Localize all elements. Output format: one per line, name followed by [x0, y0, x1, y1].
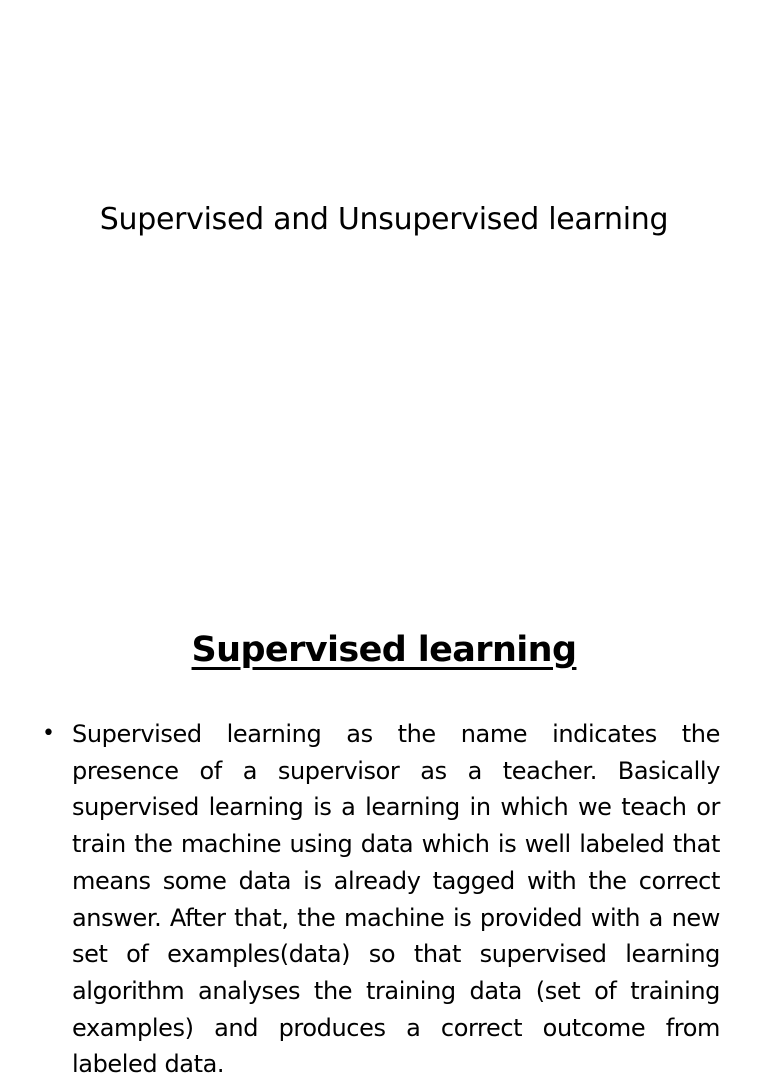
slide-supervised-learning — [0, 576, 768, 1079]
slide-title: Supervised and Unsupervised learning — [99, 202, 669, 237]
slide-heading — [0, 626, 768, 674]
bullet-list — [0, 716, 768, 1083]
bullet-item — [0, 716, 768, 1083]
bullet-dot-icon: • — [42, 721, 55, 746]
slide-heading-text: Supervised learning — [191, 630, 577, 670]
bullet-text: Supervised learning as the name indicates the presence of a supervisor as a teacher. Basically supervised learning is a learning in which we teach or train the machine using data which is well labeled that means some data is already tagged with the correct answer. After that, the machine is provided with a new set of examples(data) so that supervised learning algorithm analyses the training data (set of training examples) and produces a correct outcome from labeled data. — [72, 720, 720, 1079]
